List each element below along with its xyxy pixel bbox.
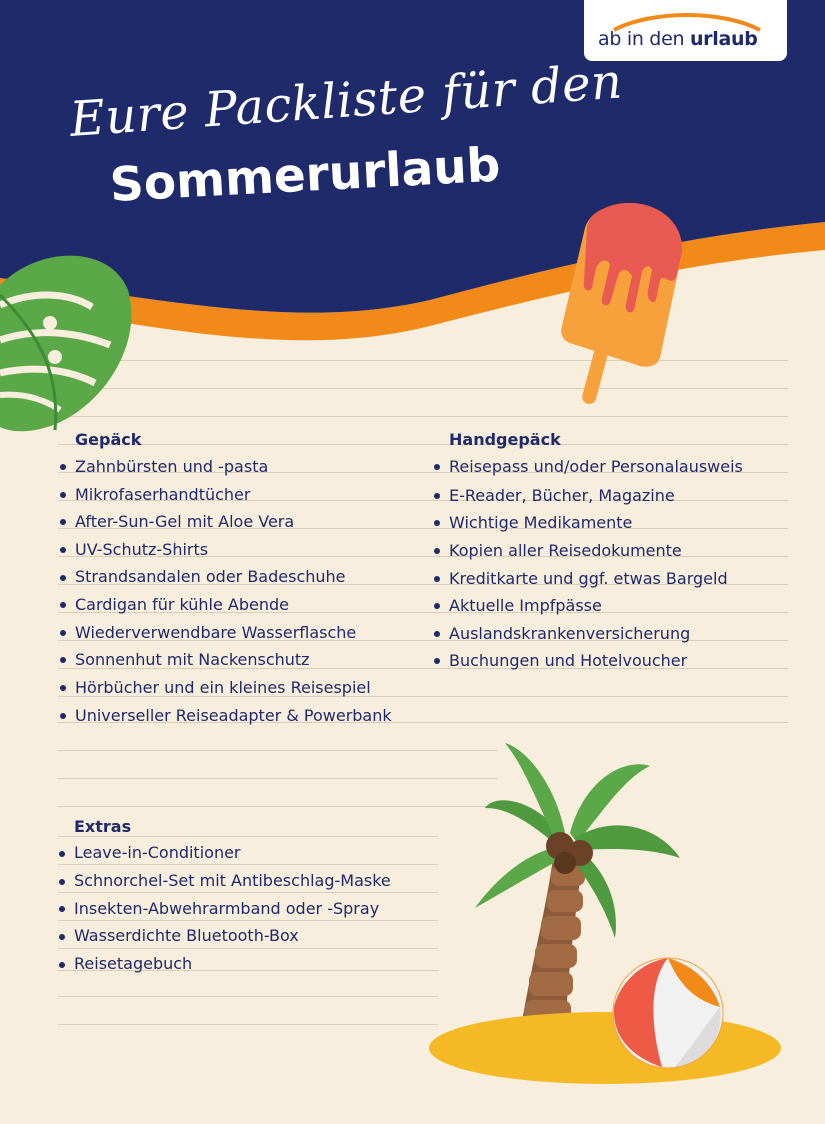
list-item: Aktuelle Impfpässe — [449, 596, 602, 615]
ruled-line — [58, 920, 438, 921]
ruled-line — [58, 416, 788, 417]
bullet — [434, 464, 440, 470]
bullet — [434, 548, 440, 554]
ruled-line — [58, 836, 438, 837]
bullet — [59, 851, 65, 857]
sand-island-icon — [428, 1010, 783, 1085]
bullet — [60, 547, 66, 553]
logo-text: ab in den urlaub — [598, 28, 758, 50]
ruled-line — [58, 892, 438, 893]
list-item: After-Sun-Gel mit Aloe Vera — [75, 512, 295, 531]
list-item: Kopien aller Reisedokumente — [449, 541, 682, 560]
list-item: Universeller Reiseadapter & Powerbank — [75, 706, 392, 725]
ruled-line — [58, 750, 498, 751]
bullet — [59, 906, 65, 912]
list-item: UV-Schutz-Shirts — [75, 540, 209, 559]
bullet — [434, 493, 440, 499]
list-item: Kreditkarte und ggf. etwas Bargeld — [449, 569, 728, 588]
bullet — [434, 520, 440, 526]
beach-ball-icon — [612, 957, 724, 1069]
monstera-leaf-icon — [0, 245, 135, 435]
bullet — [60, 630, 66, 636]
bullet — [60, 519, 66, 525]
page-title-line2: Sommerurlaub — [108, 137, 502, 213]
ruled-line — [58, 948, 438, 949]
bullet — [434, 631, 440, 637]
list-item: Hörbücher und ein kleines Reisespiel — [75, 678, 371, 697]
bullet — [60, 492, 66, 498]
list-item: Wasserdichte Bluetooth-Box — [74, 926, 299, 945]
bullet — [434, 603, 440, 609]
section-heading-gepaeck: Gepäck — [75, 430, 142, 449]
ruled-line — [58, 1024, 438, 1025]
ruled-line — [58, 444, 788, 445]
list-item: Zahnbürsten und -pasta — [75, 457, 269, 476]
bullet — [59, 934, 65, 940]
list-item: Cardigan für kühle Abende — [75, 595, 290, 614]
bullet — [434, 658, 440, 664]
list-item: Insekten-Abwehrarmband oder -Spray — [74, 899, 380, 918]
list-item: Wichtige Medikamente — [449, 513, 633, 532]
bullet — [60, 602, 66, 608]
list-item: Wiederverwendbare Wasserflasche — [75, 623, 357, 642]
bullet — [60, 685, 66, 691]
list-item: E-Reader, Bücher, Magazine — [449, 486, 675, 505]
page-title-line1: Eure Packliste für den — [68, 53, 625, 148]
bullet — [434, 576, 440, 582]
list-item: Mikrofaserhandtücher — [75, 485, 251, 504]
bullet — [60, 464, 66, 470]
list-item: Strandsandalen oder Badeschuhe — [75, 567, 346, 586]
list-item: Reisepass und/oder Personalausweis — [449, 457, 743, 476]
list-item: Auslandskrankenversicherung — [449, 624, 691, 643]
popsicle-icon — [560, 198, 690, 408]
section-heading-handgepaeck: Handgepäck — [449, 430, 561, 449]
list-item: Schnorchel-Set mit Antibeschlag-Maske — [74, 871, 391, 890]
ruled-line — [58, 806, 498, 807]
bullet — [59, 962, 65, 968]
list-item: Buchungen und Hotelvoucher — [449, 651, 688, 670]
bullet — [60, 713, 66, 719]
list-item: Sonnenhut mit Nackenschutz — [75, 650, 310, 669]
section-heading-extras: Extras — [74, 817, 132, 836]
bullet — [59, 879, 65, 885]
ruled-line — [58, 864, 438, 865]
ruled-line — [58, 778, 498, 779]
list-item: Reisetagebuch — [74, 954, 193, 973]
list-item: Leave-in-Conditioner — [74, 843, 241, 862]
ruled-line — [58, 996, 438, 997]
bullet — [60, 575, 66, 581]
bullet — [60, 657, 66, 663]
